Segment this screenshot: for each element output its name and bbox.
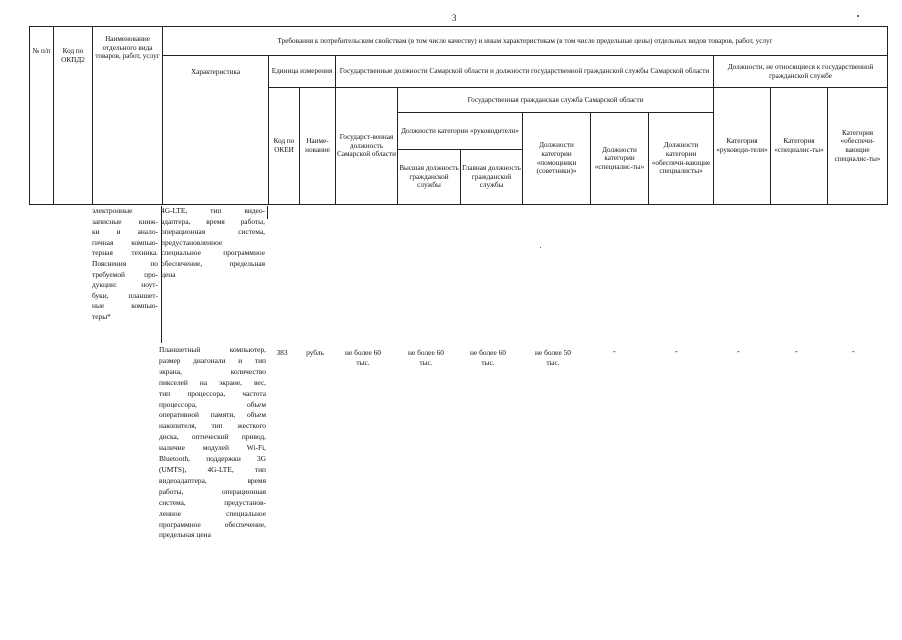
column-divider [267,206,268,219]
gov-position-header: Государст-венная должность Самарской области [336,88,398,205]
main-group-header: Главная должность гражданской службы [461,150,523,205]
row2-char-line: накопителя, тип жесткого [159,421,266,431]
support-header: Должности категории «обеспечи-вающие специалисты» [649,113,714,205]
row1-char-line: 4G-LTE, тип видео- [161,206,265,215]
row1-name-line: электронные [92,206,133,215]
row1-name-line: записные книж- [92,216,158,226]
cat-support-header: Категория «обеспечи-вающие специалис-ты» [828,88,888,205]
row2-char-line: диска, оптический привод, [159,432,266,442]
row2-char-line: ленное специальное [159,508,266,518]
row1-name-line: требуемой про- [92,269,158,279]
row2-specialists-value: - [613,347,616,356]
characteristic-header: Характеристика [163,56,269,205]
row2-char-line: работы, операционная [159,486,266,496]
row2-limit-top-group: не более 60 тыс. [408,348,444,367]
row1-name-line: дукции: ноут- [92,280,158,290]
civil-service-header: Государственная гражданская служба Самарской области [398,88,714,113]
row1-name-cell [92,206,158,323]
row2-char-line: (UMTS), 4G-LTE, тип [159,464,266,474]
row1-characteristic-cell [161,206,265,280]
scan-speck [857,15,859,17]
non-civil-header: Должности, не относящиеся к государственной гражданской службе [714,56,888,88]
row2-cat-managers-value: - [737,347,740,356]
assistants-header: Должности категории «помощники (советники)» [523,113,591,205]
row2-char-line: оперативной памяти, объем [159,410,266,420]
row1-name-line: гичная компью- [92,237,158,247]
page-number: 3 [452,13,457,23]
scan-speck [540,247,541,248]
row2-char-line: программное обеспечение, [159,519,266,529]
unit-name-header: Наиме-нование [300,88,336,205]
row1-char-line: адаптера, время работы, [161,216,265,226]
requirements-table-header [29,26,888,205]
row2-cat-support-value: - [852,347,855,356]
row2-unit: рубль [306,348,324,357]
row1-char-line: предустановленное [161,237,223,247]
row1-name-line: ные компью- [92,301,158,311]
row2-okei: 383 [276,348,288,357]
col-name-header: Наименование отдельного вида товаров, работ, услуг [93,27,163,205]
row1-name-line: Пояснения по [92,258,158,268]
row1-name-line: теры* [92,311,111,321]
row2-char-line: система, предустанов- [159,497,266,507]
col-okpd-header: Код по ОКПД2 [54,27,93,205]
row2-char-line: Планшетный компьютер, [159,345,266,354]
requirements-header: Требования к потребительским свойствам (в том числе качеству) и иным характеристикам (в том числе предельные цены) отдельных видов товаров, работ, услуг [163,27,888,56]
unit-header: Единица измерения [269,56,336,88]
row1-name-line: терная техника. [92,248,158,258]
row2-support-value: - [675,347,678,356]
okei-header: Код по ОКЕИ [269,88,300,205]
top-group-header: Высшая должность гражданской службы [398,150,461,205]
row2-char-line: видеоадаптера, время [159,475,266,485]
row2-characteristic-cell [159,345,266,541]
row1-char-line: цена [161,269,176,279]
gov-positions-header: Государственные должности Самарской области и должности государственной гражданской службы Самарской области [336,56,714,88]
row1-name-line: ки и анало- [92,227,158,237]
row2-cat-specialists-value: - [795,347,798,356]
row2-limit-main-group: не более 60 тыс. [470,348,506,367]
row2-char-line: экрана, количество [159,366,266,376]
row2-char-line: процессора, объем [159,399,266,409]
specialists-header: Должности категории «специалис-ты» [591,113,649,205]
cat-specialists-header: Категория «специалис-ты» [771,88,828,205]
row2-char-line: наличие модулей Wi-Fi, [159,443,266,453]
row1-name-line: буки, планшет- [92,290,158,300]
col-num-header: № п/п [30,27,54,205]
row2-limit-gov: не более 60 тыс. [345,348,381,367]
row2-char-line: предельная цена [159,530,211,540]
managers-header: Должности категории «руководители» [398,113,523,150]
row1-char-line: специальное программное [161,248,265,258]
row1-char-line: обеспечение, предельная [161,258,265,268]
row2-char-line: размер диагонали и тип [159,355,266,365]
row1-char-line: операционная система, [161,227,265,237]
row2-limit-assistants: не более 50 тыс. [535,348,571,367]
cat-managers-header: Категория «руководи-тели» [714,88,771,205]
row2-char-line: пикселей на экране, вес, [159,377,266,387]
row2-char-line: Bluetooth, поддержки 3G [159,454,266,464]
row2-char-line: тип процессора, частота [159,388,266,398]
